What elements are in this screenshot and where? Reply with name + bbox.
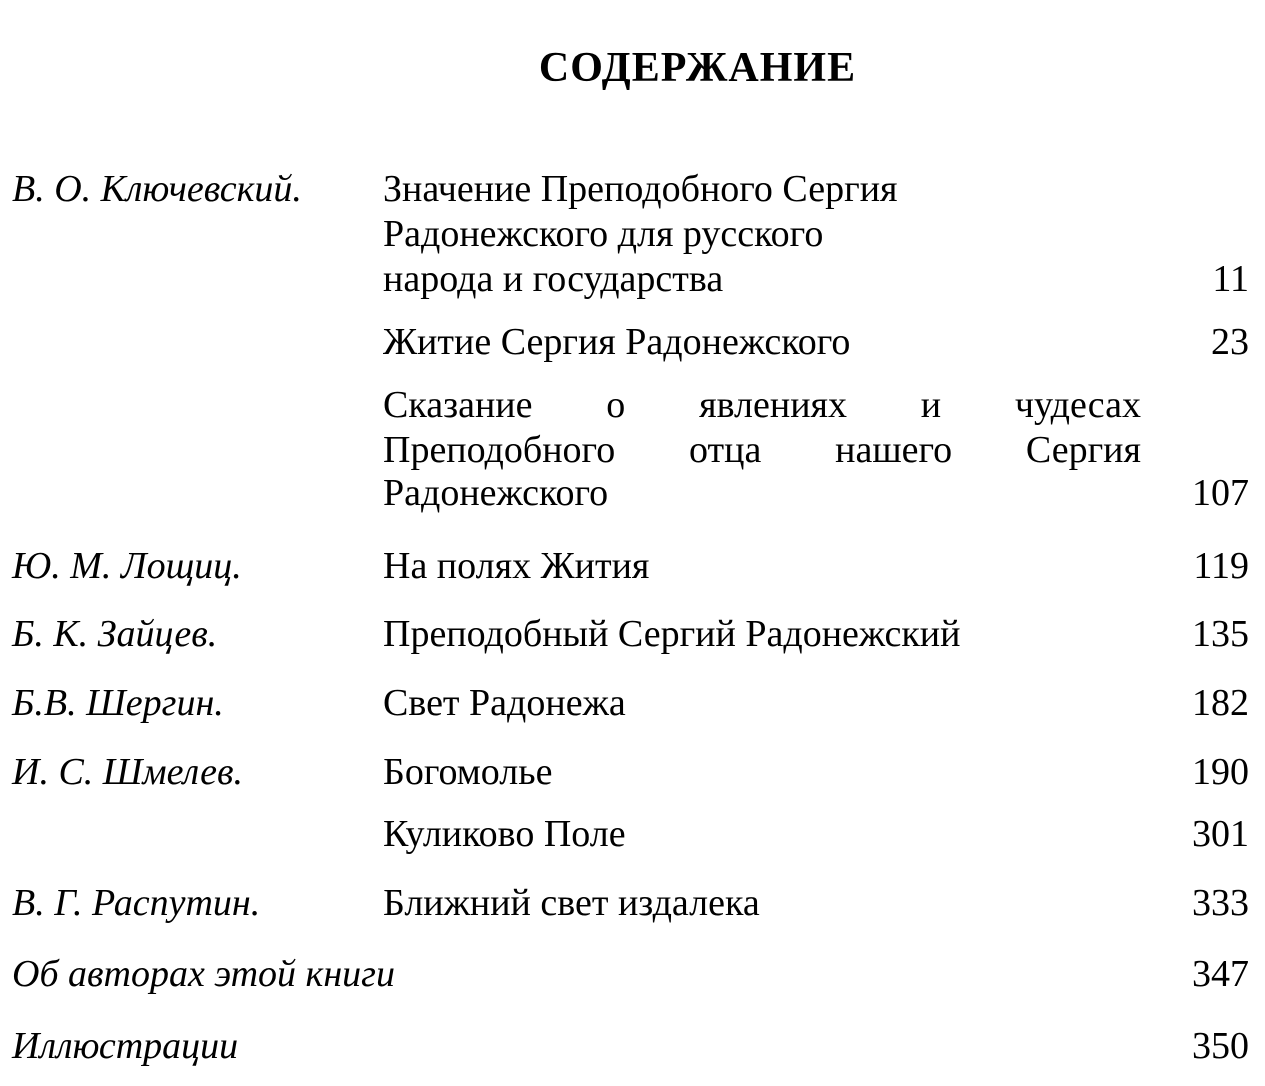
toc-line bbox=[0, 1023, 1265, 1069]
toc-line bbox=[0, 543, 1265, 589]
toc-extra-title: Об авторах этой книги bbox=[12, 953, 396, 995]
toc-title: Куликово Поле bbox=[383, 813, 626, 855]
toc-title: Значение Преподобного Сергия bbox=[383, 168, 898, 210]
toc-author: Б.В. Шергин. bbox=[12, 682, 224, 724]
toc-title: Преподобный Сергий Радонежский bbox=[383, 613, 961, 655]
toc-page-number: 350 bbox=[1192, 1025, 1249, 1067]
toc-title: Богомолье bbox=[383, 751, 553, 793]
toc-title: Житие Сергия Радонежского bbox=[383, 321, 851, 363]
toc-title: Радонежского для русского bbox=[383, 213, 824, 255]
toc-page-number: 107 bbox=[1192, 472, 1249, 514]
toc-line bbox=[0, 951, 1265, 997]
toc-title: На полях Жития bbox=[383, 545, 650, 587]
toc-page-number: 301 bbox=[1192, 813, 1249, 855]
toc-page-number: 23 bbox=[1211, 321, 1249, 363]
toc-title: народа и государства bbox=[383, 258, 724, 300]
toc-line bbox=[0, 319, 1265, 365]
toc-page-number: 182 bbox=[1192, 682, 1249, 724]
toc-page-number: 135 bbox=[1192, 613, 1249, 655]
toc-author: И. С. Шмелев. bbox=[12, 751, 243, 793]
toc-line bbox=[0, 382, 1265, 428]
toc-page-number: 190 bbox=[1192, 751, 1249, 793]
toc-line bbox=[0, 427, 1265, 473]
toc-title: Ближний свет издалека bbox=[383, 882, 760, 924]
toc-line bbox=[0, 256, 1265, 302]
page-title: СОДЕРЖАНИЕ bbox=[538, 45, 857, 91]
toc-title: Преподобного отца нашего Сергия bbox=[383, 429, 1141, 471]
toc-line bbox=[0, 470, 1265, 516]
toc-title: Радонежского bbox=[383, 472, 609, 514]
toc-extra-title: Иллюстрации bbox=[12, 1025, 239, 1067]
toc-author: В. Г. Распутин. bbox=[12, 882, 261, 924]
toc-author: В. О. Ключевский. bbox=[12, 168, 302, 210]
toc-line bbox=[0, 811, 1265, 857]
toc-line bbox=[0, 680, 1265, 726]
toc-line bbox=[0, 166, 1265, 212]
toc-line bbox=[0, 211, 1265, 257]
toc-page-number: 119 bbox=[1193, 545, 1249, 587]
toc-line bbox=[0, 611, 1265, 657]
toc-author: Б. К. Зайцев. bbox=[12, 613, 218, 655]
toc-page-number: 347 bbox=[1192, 953, 1249, 995]
toc-title: Сказание о явлениях и чудесах bbox=[383, 384, 1141, 426]
toc-line bbox=[0, 880, 1265, 926]
toc-author: Ю. М. Лощиц. bbox=[12, 545, 242, 587]
toc-page-number: 11 bbox=[1212, 258, 1249, 300]
toc-page-number: 333 bbox=[1192, 882, 1249, 924]
toc-title: Свет Радонежа bbox=[383, 682, 626, 724]
toc-line bbox=[0, 749, 1265, 795]
